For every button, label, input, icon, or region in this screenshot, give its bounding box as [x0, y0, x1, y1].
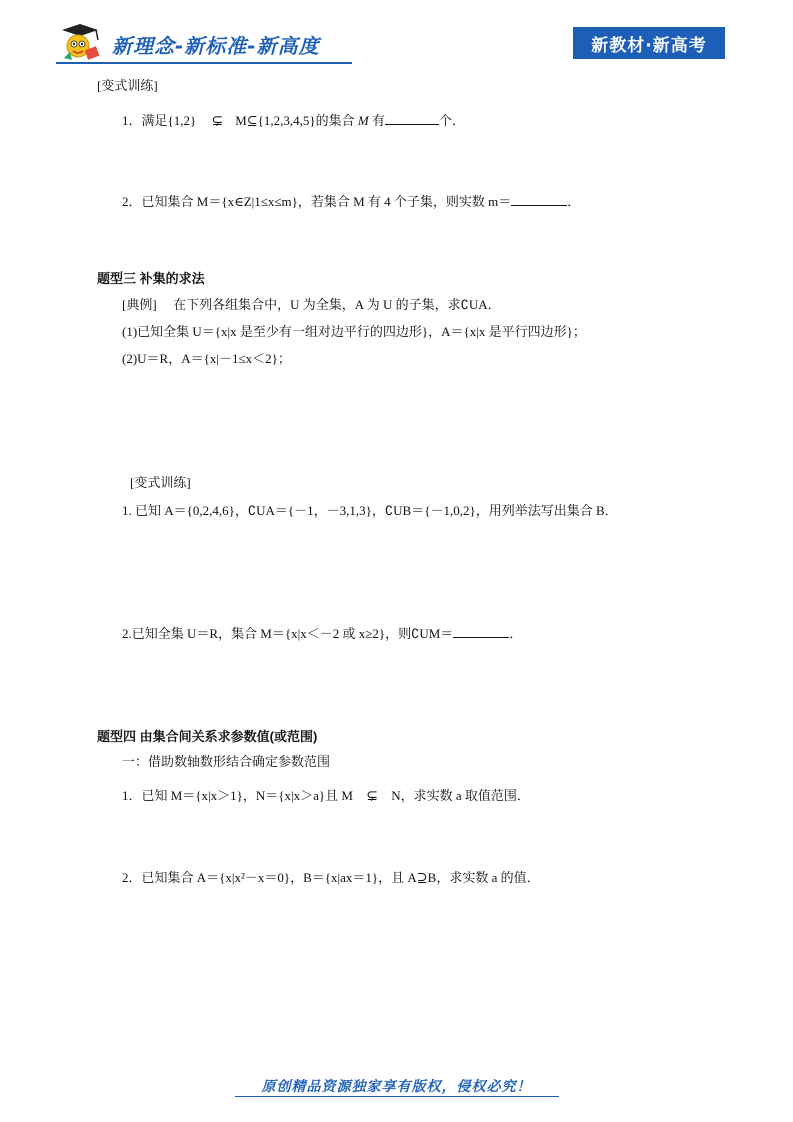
- q1-part-b: M⊆{1,2,3,4,5}的集合: [235, 113, 355, 128]
- section4-sub: 一：借助数轴数形结合确定参数范围: [122, 754, 331, 769]
- practice-q2: [122, 193, 580, 211]
- practice-heading: [变式训练]: [97, 78, 158, 93]
- mascot-logo-icon: [56, 22, 106, 62]
- section3-part2: (2)U＝R，A＝{x|－1≤x＜2}；: [122, 351, 291, 366]
- q2-text: 已知集合 M＝{x∈Z|1≤x≤m}，若集合 M 有 4 个子集，则实数 m＝: [141, 194, 512, 209]
- q1-number: 1．: [122, 113, 142, 128]
- section4-q2: 2．已知集合 A＝{x|x²－x＝0}，B＝{x|ax＝1}，且 A⊇B，求实数 a 的值．: [122, 870, 540, 885]
- section3-practice-q1: 1. 已知 A＝{0,2,4,6}，∁UA＝{－1，－3,1,3}，∁UB＝{－1,0,2}，用列举法写出集合 B．: [122, 503, 618, 518]
- s4q1-part-b: N，求实数 a 取值范围．: [391, 788, 530, 803]
- s3q2-blank[interactable]: [453, 625, 509, 638]
- s3q2-end: ．: [509, 626, 523, 641]
- footer-underline: [235, 1096, 559, 1097]
- q2-end: ．: [567, 194, 581, 209]
- q1-blank[interactable]: [385, 112, 439, 125]
- s4q1-part-a: 1．已知 M＝{x|x＞1}，N＝{x|x＞a}且 M: [122, 788, 353, 803]
- s4q1-symbol: ⊊: [366, 789, 378, 804]
- proper-subset-symbol: ⊊: [211, 114, 224, 129]
- section3-practice-heading: [变式训练]: [130, 475, 191, 490]
- header-badge: 新教材·新高考: [573, 27, 725, 59]
- s3q2-text: 2.已知全集 U＝R，集合 M＝{x|x＜－2 或 x≥2}，则∁UM＝: [122, 626, 454, 641]
- section3-example: [122, 296, 501, 314]
- q2-number: 2．: [122, 194, 142, 209]
- section4-title: 题型四 由集合间关系求参数值(或范围): [97, 729, 318, 744]
- q1-end: 个．: [439, 113, 466, 128]
- header-underline: [56, 62, 352, 64]
- header-title: 新理念-新标准-新高度: [112, 34, 320, 58]
- section3-practice-q2: [122, 625, 522, 643]
- q2-blank[interactable]: [511, 193, 567, 206]
- q1-part-c: 有: [372, 113, 386, 128]
- section4-q1: [122, 787, 530, 806]
- practice-q1: [122, 112, 465, 131]
- example-label: [典例]: [122, 297, 157, 312]
- section3-title: 题型三 补集的求法: [97, 271, 205, 286]
- footer-copyright: 原创精品资源独家享有版权，侵权必究！: [261, 1079, 532, 1095]
- q1-part-a: 满足{1,2}: [141, 113, 197, 128]
- example-text: 在下列各组集合中，U 为全集，A 为 U 的子集，求∁UA．: [173, 297, 501, 312]
- q1-var-m: M: [357, 113, 369, 128]
- section3-part1: (1)已知全集 U＝{x|x 是至少有一组对边平行的四边形}，A＝{x|x 是平行四边形}；: [122, 324, 586, 339]
